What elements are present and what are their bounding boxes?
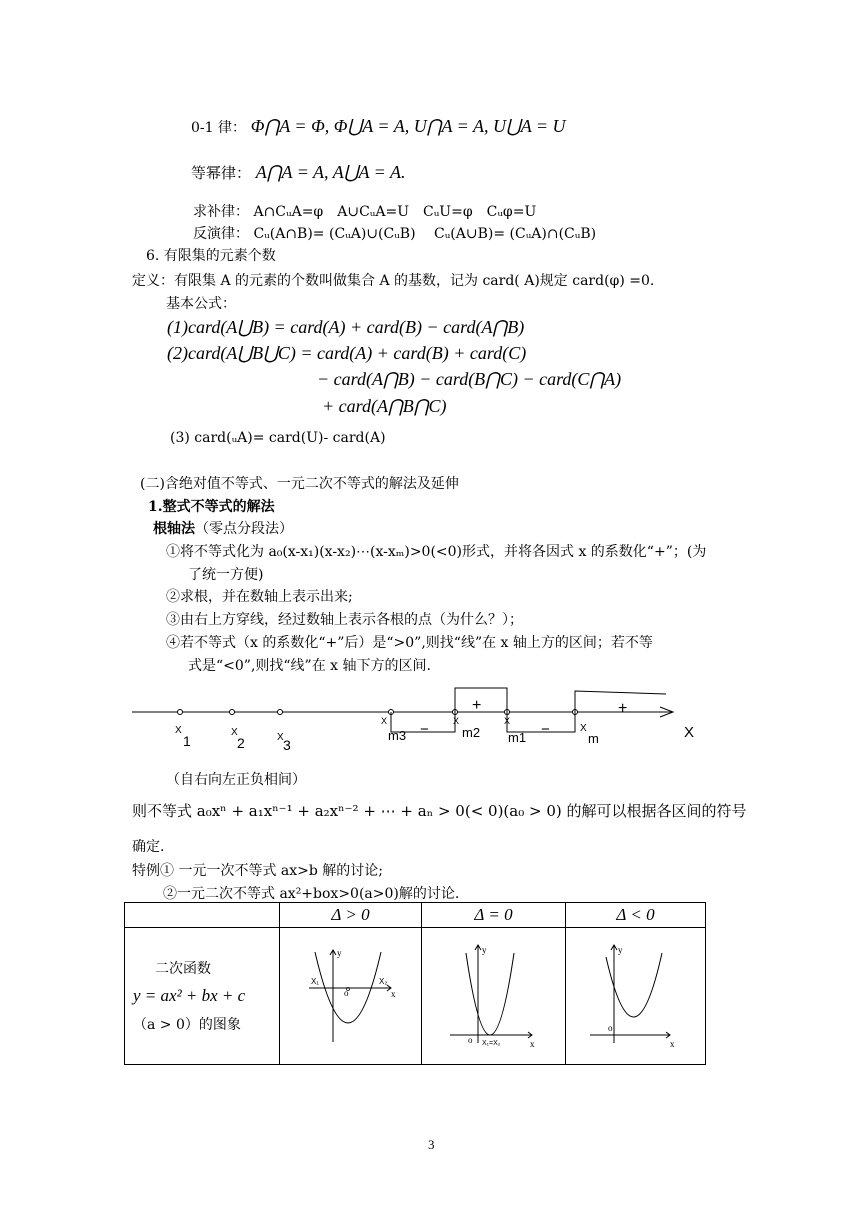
root-label: X bbox=[381, 716, 388, 726]
basic-formula-label: 基本公式： bbox=[166, 296, 236, 312]
axis-y-label: y bbox=[336, 948, 341, 958]
law-demorgan bbox=[193, 223, 596, 243]
axis-y-label: y bbox=[617, 945, 622, 955]
root-label: X bbox=[175, 725, 182, 736]
origin-label: o bbox=[607, 1023, 612, 1033]
law-label: 反演律： bbox=[193, 226, 249, 242]
graph-cell-positive bbox=[280, 928, 422, 1065]
axis-x-label: x bbox=[529, 1039, 534, 1049]
law-label: 0-1 律： bbox=[191, 120, 246, 136]
page-number: 3 bbox=[428, 1137, 435, 1152]
table-header-cell: Δ > 0 bbox=[280, 903, 422, 928]
root-label: X₁=X₂ bbox=[481, 1040, 501, 1047]
step-3: ③由右上方穿线，经过数轴上表示各根的点（为什么？）； bbox=[166, 612, 523, 628]
number-line-diagram bbox=[120, 680, 740, 770]
root-subscript: 1 bbox=[183, 733, 191, 749]
law-formula: Cᵤ(A∩B)= (CᵤA)∪(CᵤB) Cᵤ(A∪B)= (CᵤA)∩(CᵤB) bbox=[253, 226, 597, 242]
graph-cell-negative bbox=[566, 928, 706, 1065]
table-row bbox=[125, 928, 706, 1065]
step-4a: ④若不等式（x 的系数化“+”后）是“>0”,则找“线”在 x 轴上方的区间；若不等 bbox=[166, 635, 653, 651]
root-label: X bbox=[277, 732, 284, 743]
minus-sign: − bbox=[420, 721, 429, 738]
axis-x-label: x bbox=[390, 989, 395, 999]
root-label: m1 bbox=[508, 730, 527, 745]
law-zero-one bbox=[191, 116, 566, 137]
section-heading: 6. 有限集的元素个数 bbox=[146, 248, 276, 264]
parabola-two-roots bbox=[301, 944, 401, 1044]
method-note: （零点分段法） bbox=[195, 521, 293, 537]
law-complement bbox=[193, 201, 536, 221]
definition-text: 定义：有限集 A 的元素的个数叫做集合 A 的基数，记为 card( A)规定 card(φ) =0. bbox=[132, 273, 655, 289]
root-subscript: m bbox=[588, 731, 599, 746]
law-formula: Φ⋂A = Φ, Φ⋃A = A, U⋂A = A, U⋃A = U bbox=[250, 116, 566, 136]
law-formula: A⋂A = A, A⋃A = A. bbox=[255, 162, 406, 182]
row-label-cell bbox=[125, 928, 280, 1065]
table-header-cell: Δ = 0 bbox=[422, 903, 566, 928]
table-header-cell: Δ < 0 bbox=[566, 903, 706, 928]
root-label: m2 bbox=[462, 725, 481, 740]
conclusion-b: 确定. bbox=[132, 839, 165, 855]
step-1a: ①将不等式化为 a₀(x-x₁)(x-x₂)⋯(x-xₘ)>0(<0)形式，并将各因式 x 的系数化“+”；(为 bbox=[166, 544, 707, 560]
row-label-text: 二次函数 bbox=[155, 961, 211, 977]
formula-3: (3) card(ᵤA)= card(U)- card(A) bbox=[170, 430, 386, 446]
special-case-2: ②一元二次不等式 ax²+box>0(a>0)解的讨论. bbox=[163, 886, 460, 902]
step-1b: 了统一方便) bbox=[188, 567, 264, 583]
step-2: ②求根，并在数轴上表示出来; bbox=[166, 589, 353, 605]
root-label: m3 bbox=[388, 728, 407, 743]
minus-sign: − bbox=[541, 721, 550, 738]
root-label: X₁ bbox=[310, 977, 319, 986]
quadratic-table bbox=[124, 902, 706, 1065]
root-label: X bbox=[504, 716, 511, 726]
part-heading: (二)含绝对值不等式、一元二次不等式的解法及延伸 bbox=[140, 476, 459, 492]
formula-1: (1)card(A⋃B) = card(A) + card(B) − card(A⋂B) bbox=[167, 317, 525, 337]
method-line bbox=[153, 518, 293, 538]
law-formula: A∩CᵤA=φ A∪CᵤA=U CᵤU=φ Cᵤφ=U bbox=[253, 204, 537, 220]
formula-2a: (2)card(A⋃B⋃C) = card(A) + card(B) + card(C) bbox=[167, 343, 527, 363]
root-label: X bbox=[580, 723, 587, 734]
plus-sign: + bbox=[618, 700, 628, 717]
axis-y-label: y bbox=[481, 945, 486, 955]
axis-x-label: x bbox=[669, 1039, 674, 1049]
diagram-caption: （自右向左正负相间） bbox=[166, 772, 306, 788]
law-label: 等幂律： bbox=[191, 164, 252, 182]
axis-label: X bbox=[684, 724, 695, 741]
step-4b: 式是“<0”,则找“线”在 x 轴下方的区间. bbox=[188, 658, 431, 674]
root-label: X bbox=[453, 716, 460, 726]
parabola-no-root bbox=[586, 939, 686, 1049]
conclusion-a: 则不等式 a₀xⁿ + a₁xⁿ⁻¹ + a₂xⁿ⁻² + ⋯ + aₙ > 0(< 0)(a₀ > 0) 的解可以根据各区间的符号 bbox=[132, 802, 747, 820]
origin-label: o bbox=[467, 1035, 472, 1045]
root-label: X₂ bbox=[378, 977, 387, 986]
parabola-one-root bbox=[444, 939, 544, 1049]
formula-2b: − card(A⋂B) − card(B⋂C) − card(C⋂A) bbox=[317, 369, 622, 389]
law-label: 求补律： bbox=[193, 204, 249, 220]
subsection-heading: 1.整式不等式的解法 bbox=[148, 499, 275, 515]
law-idempotent bbox=[191, 162, 405, 183]
root-subscript: 2 bbox=[237, 735, 245, 751]
root-label: X bbox=[231, 727, 238, 738]
table-header-cell bbox=[125, 903, 280, 928]
row-label-text: （a > 0）的图象 bbox=[133, 1017, 241, 1033]
special-case-1: 特例① 一元一次不等式 ax>b 解的讨论; bbox=[132, 863, 384, 879]
table-header-row bbox=[125, 903, 706, 928]
graph-cell-zero bbox=[422, 928, 566, 1065]
row-label-formula: y = ax² + bx + c bbox=[133, 986, 246, 1005]
plus-sign: + bbox=[472, 697, 482, 714]
formula-2c: + card(A⋂B⋂C) bbox=[322, 396, 447, 416]
origin-label: o bbox=[343, 988, 348, 998]
root-subscript: 3 bbox=[283, 737, 291, 753]
method-name: 根轴法 bbox=[153, 521, 195, 537]
